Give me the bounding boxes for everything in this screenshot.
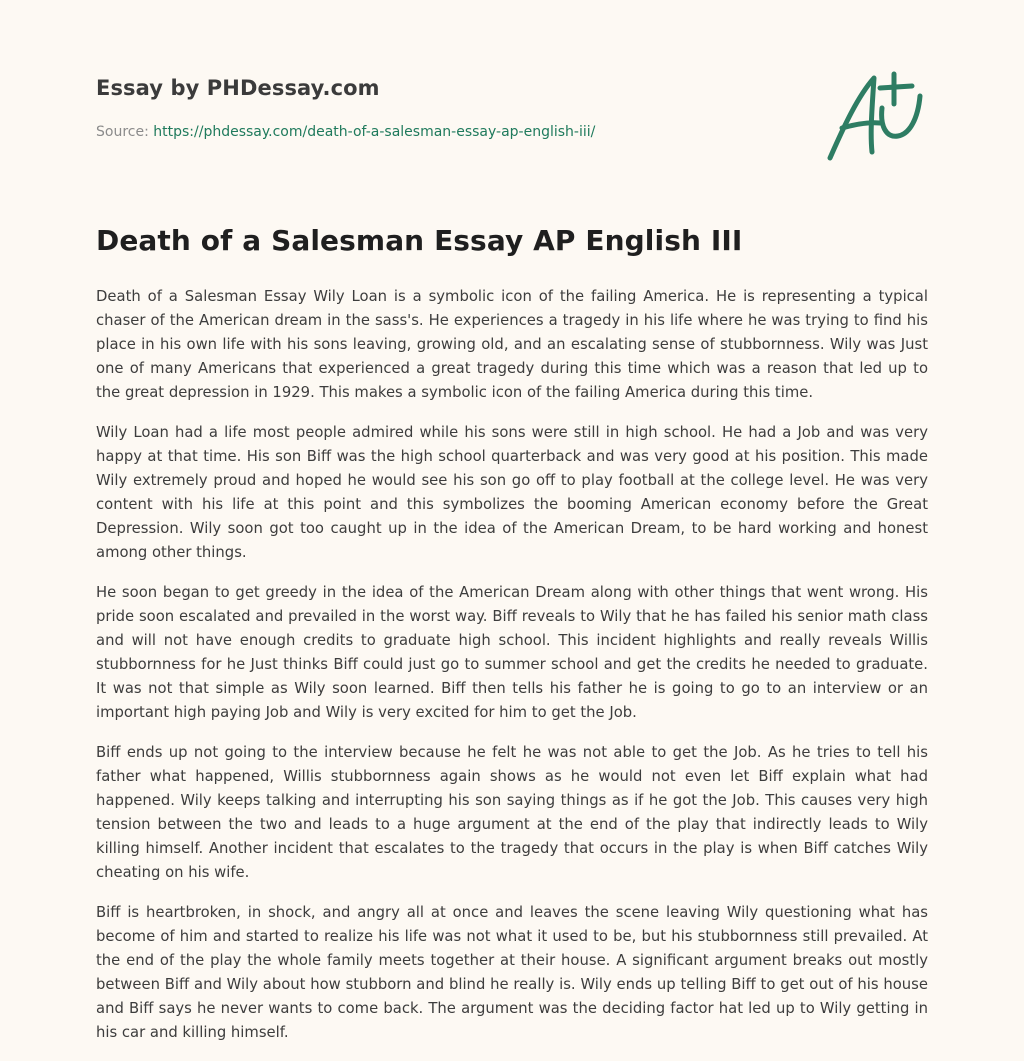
essay-body [96,285,928,1061]
essay-paragraph: Wily Loan had a life most people admired while his sons were still in high school. He had a Job and was very happy at that time. His son Biff was the high school quarterback and was very good at his position. This made Wily extremely proud and hoped he would see his son go off to play football at the college level. He was very content with his life at this point and this symbolizes the booming American economy before the Great Depression. Wily soon got too caught up in the idea of the American Dream, to be hard working and honest among other things. [96,424,928,561]
essay-paragraph: Death of a Salesman Essay Wily Loan is a symbolic icon of the failing America. He is representing a typical chaser of the American dream in the sass's. He experiences a tragedy in his life where he was trying to find his place in his own life with his sons leaving, growing old, and an escalating sense of stubbornness. Wily was Just one of many Americans that experienced a great tragedy during this time which was a reason that led up to the great depression in 1929. This makes a symbolic icon of the failing America during this time. [96,288,928,401]
essay-title: Death of a Salesman Essay AP English III [96,224,743,257]
essay-paragraph: Biff ends up not going to the interview because he felt he was not able to get the Job. As he tries to tell his father what happened, Willis stubbornness again shows as he would not even let Biff explain what had happened. Wily keeps talking and interrupting his son saying things as if he got the Job. This causes very high tension between the two and leads to a huge argument at the end of the play that indirectly leads to Wily killing himself. Another incident that escalates to the tragedy that occurs in the play is when Biff catches Wily cheating on his wife. [96,744,928,881]
a-plus-logo-icon [822,68,930,164]
source-label: Source: [96,124,149,140]
essay-paragraph: Biff is heartbroken, in shock, and angry all at once and leaves the scene leaving Wily questioning what has become of him and started to realize his life was not what it used to be, but his stubbornness still prevailed. At the end of the play the whole family meets together at their house. A significant argument breaks out mostly between Biff and Wily about how stubborn and blind he really is. Wily ends up telling Biff to get out of his house and Biff says he never wants to come back. The argument was the deciding factor hat led up to Wily getting in his car and killing himself. [96,904,928,1041]
essay-paragraph: He soon began to get greedy in the idea of the American Dream along with other things that went wrong. His pride soon escalated and prevailed in the worst way. Biff reveals to Wily that he has failed his senior math class and will not have enough credits to graduate high school. This incident highlights and really reveals Willis stubbornness for he Just thinks Biff could just go to summer school and get the credits he needed to graduate. It was not that simple as Wily soon learned. Biff then tells his father he is going to go to an interview or an important high paying Job and Wily is very excited for him to get the Job. [96,584,928,721]
brand-title: Essay by PHDessay.com [96,76,380,100]
source-link[interactable]: https://phdessay.com/death-of-a-salesman-essay-ap-english-iii/ [153,124,596,140]
source-line [96,124,595,140]
